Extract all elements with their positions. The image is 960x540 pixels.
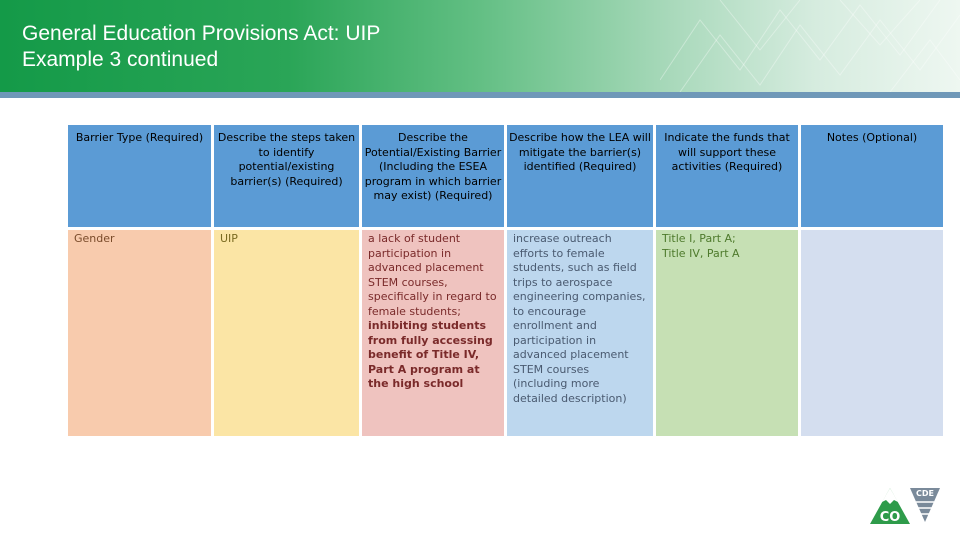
cell-notes bbox=[801, 230, 943, 436]
title-line-1: General Education Provisions Act: UIP bbox=[22, 22, 381, 45]
header-steps: Describe the steps taken to identify potential/existing barrier(s) (Required) bbox=[214, 125, 359, 227]
header-mitigation: Describe how the LEA will mitigate the barrier(s) identified (Required) bbox=[507, 125, 653, 227]
cell-steps: UIP bbox=[214, 230, 359, 436]
funds-line-1: Title I, Part A; bbox=[662, 232, 736, 245]
header-barrier-type: Barrier Type (Required) bbox=[68, 125, 211, 227]
header-divider bbox=[0, 92, 960, 98]
banner-pattern bbox=[660, 0, 960, 92]
header-notes: Notes (Optional) bbox=[801, 125, 943, 227]
header-barrier: Describe the Potential/Existing Barrier (Including the ESEA program in which barrier may exist) (Required) bbox=[362, 125, 504, 227]
cell-barrier-type: Gender bbox=[68, 230, 211, 436]
logo-badge: CDE bbox=[916, 489, 934, 498]
table-row bbox=[68, 230, 943, 436]
header-funds: Indicate the funds that will support these activities (Required) bbox=[656, 125, 798, 227]
cell-mitigation: increase outreach efforts to female students, such as field trips to aerospace engineering companies, to encourage enrollment and participation in advanced placement STEM courses (including more detailed description) bbox=[507, 230, 653, 436]
funds-line-2: Title IV, Part A bbox=[662, 246, 740, 260]
page-title bbox=[22, 21, 380, 73]
title-line-2: Example 3 continued bbox=[22, 48, 219, 71]
barrier-text: a lack of student participation in advanced placement STEM courses, specifically in regard to female students; bbox=[368, 232, 497, 318]
table-header-row bbox=[68, 125, 943, 227]
barrier-table bbox=[65, 122, 946, 439]
cell-barrier bbox=[362, 230, 504, 436]
logo-letters: CO bbox=[879, 510, 901, 525]
cde-logo bbox=[868, 484, 944, 526]
title-banner bbox=[0, 0, 960, 92]
barrier-impact-text: inhibiting students from fully accessing benefit of Title IV, Part A program at the high school bbox=[368, 319, 493, 390]
cell-funds bbox=[656, 230, 798, 436]
